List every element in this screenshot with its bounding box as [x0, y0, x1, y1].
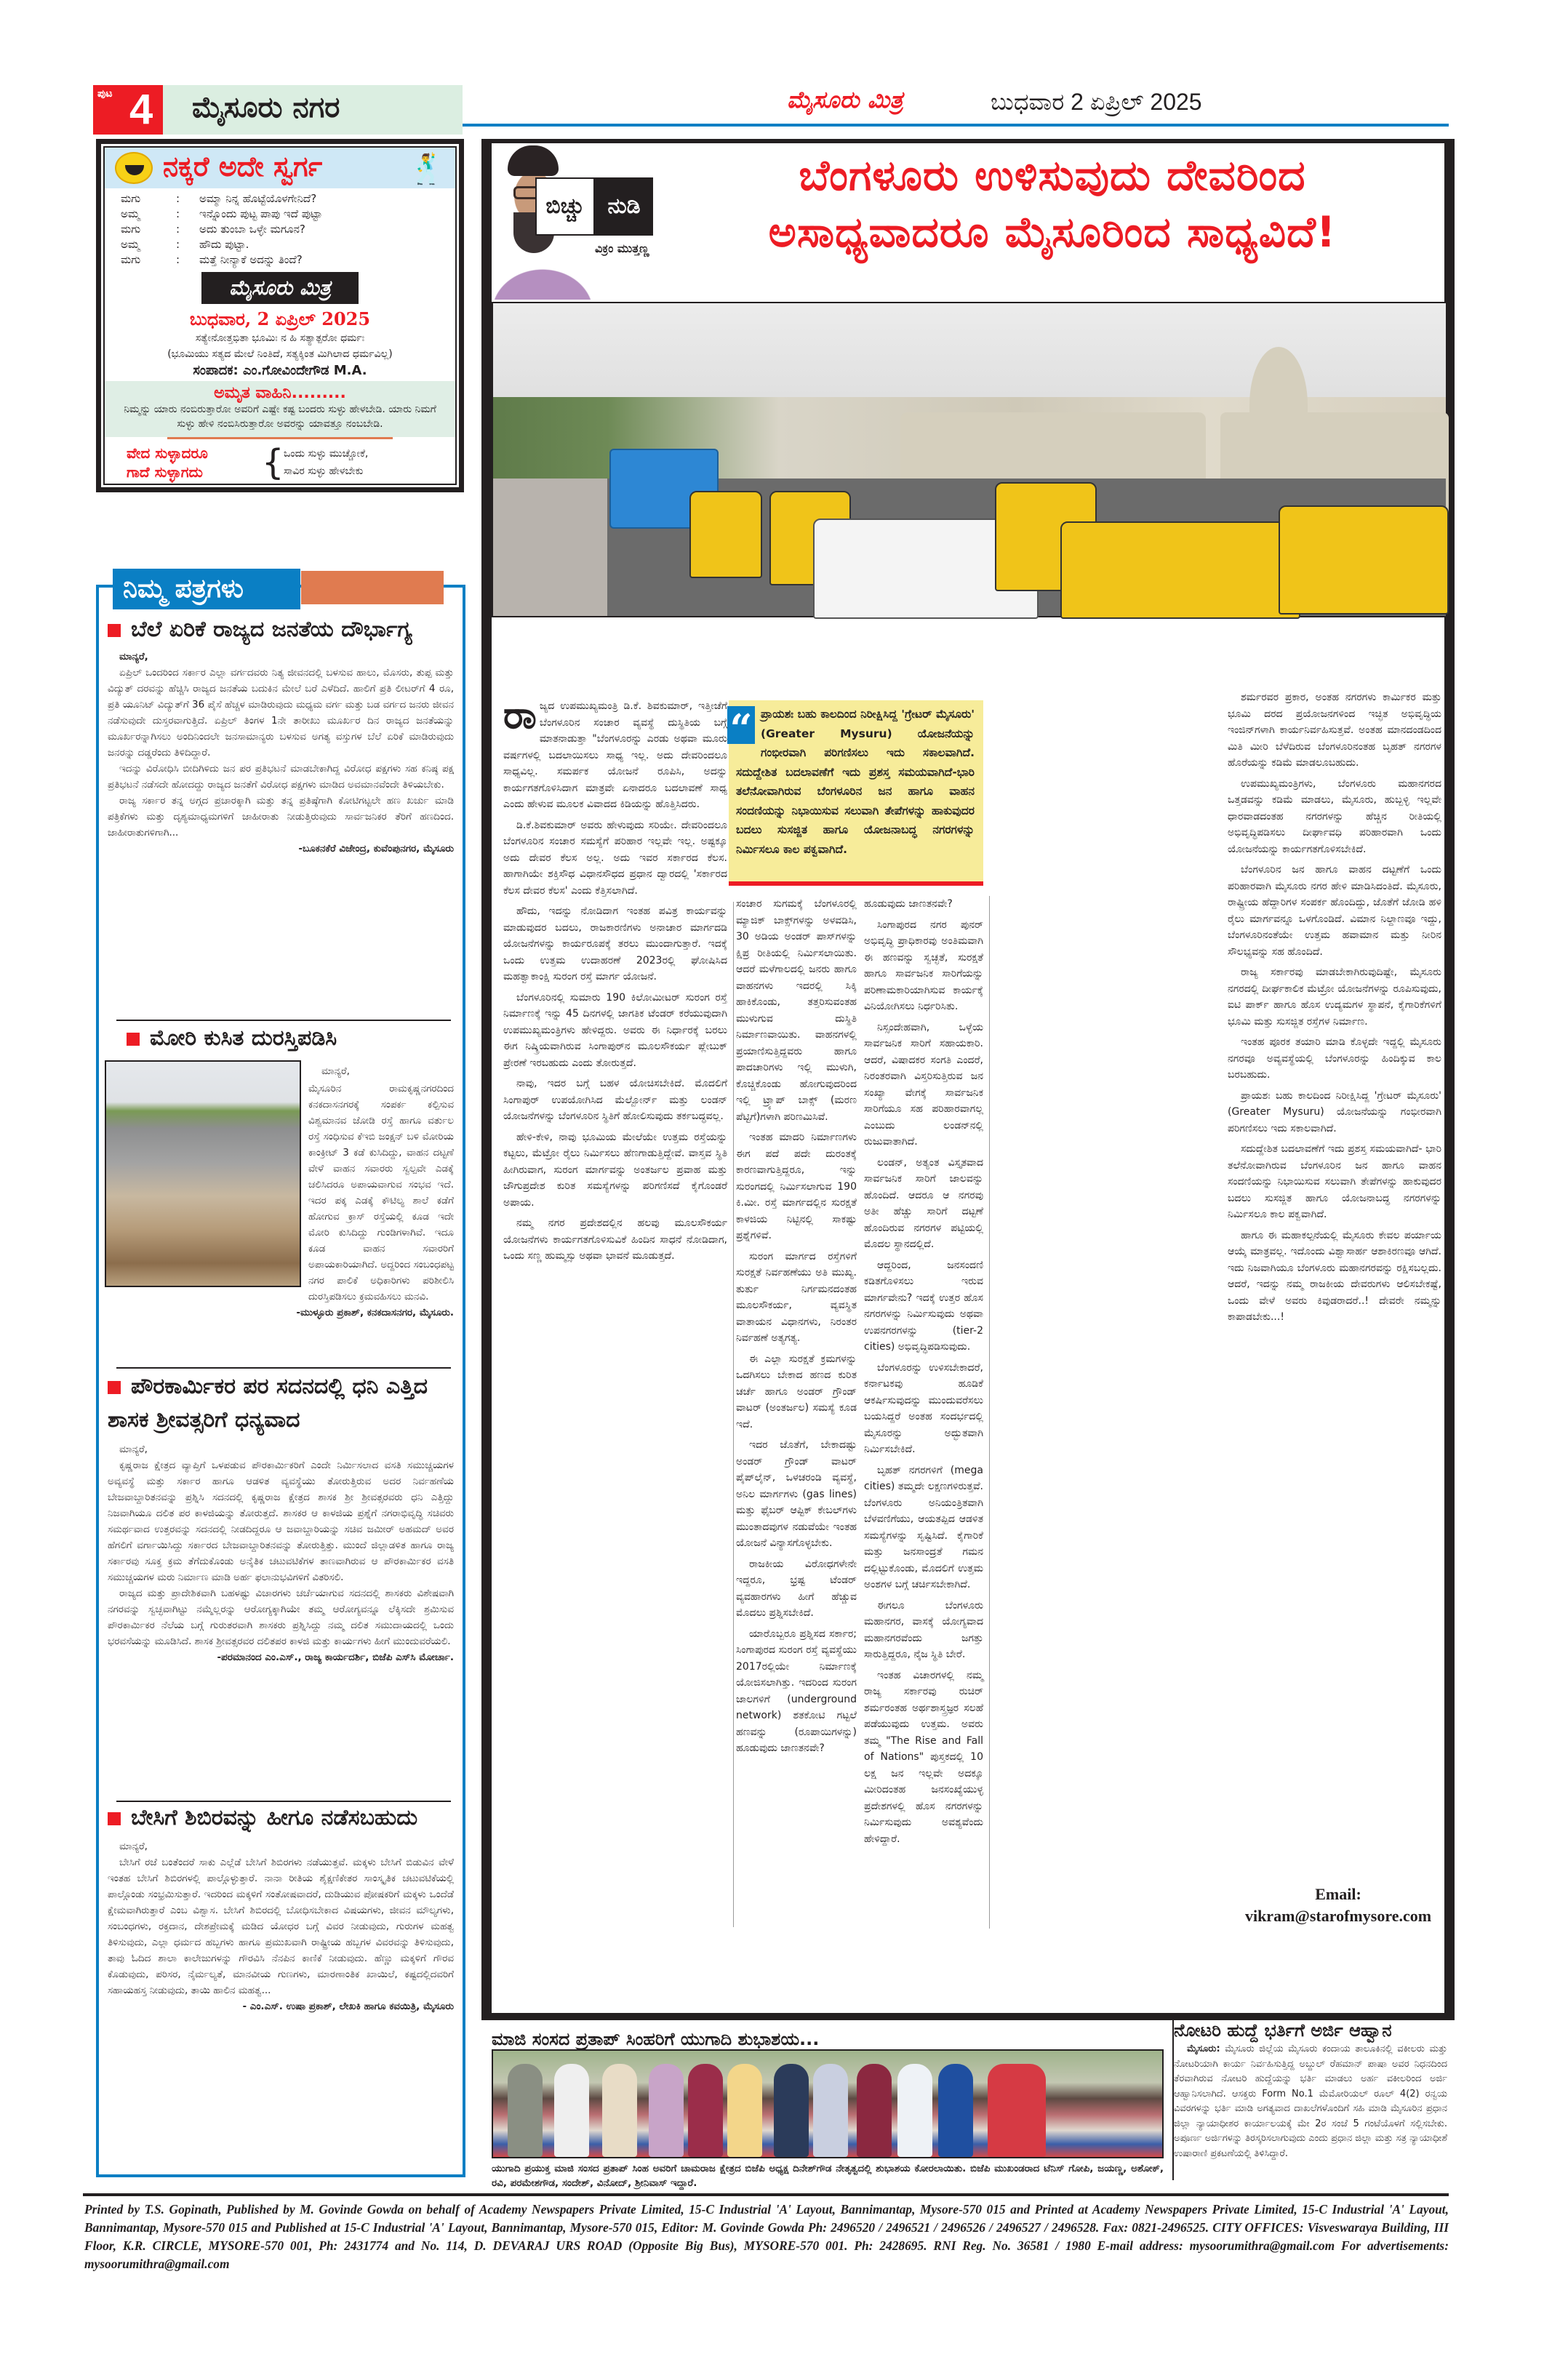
edition-date: ಬುಧವಾರ, 2 ಏಪ್ರಿಲ್ 2025	[189, 308, 371, 329]
laughing-face-icon	[115, 152, 153, 184]
imprint-rule	[83, 2193, 1449, 2196]
dancing-figure-icon: 🕺	[409, 153, 445, 186]
joke-dialogue	[105, 188, 455, 268]
letter-signature: -ಮುಳ್ಳೂರು ಪ್ರಕಾಶ್, ಕನಕದಾಸನಗರ, ಮೈಸೂರು.	[296, 1307, 454, 1318]
joke-header	[105, 148, 455, 188]
notary-notice	[1174, 2019, 1447, 2161]
group-photo	[492, 2049, 1164, 2158]
column-text-col4: ಶರ್ಮರವರ ಪ್ರಕಾರ, ಅಂತಹ ನಗರಗಳು ಕಾರ್ಮಿಕರ ಮತ್ತು ಭೂಮಿ ದರದ ಪ್ರಯೋಜನಗಳಿಂದ ಇಚ್ಛಿತ ಅಭಿವೃದ್ಧಿಯ ಇಂಜಿನ್‌ಗಳಾಗಿ ಕಾರ್ಯನಿರ್ವಹಿಸುತ್ತವೆ. ಅಂತಹ ಮಾನದಂಡದಿಂದ ಮಿತಿ ಮೀರಿ ಬೆಳೆದಿರುವ ಬೆಂಗಳೂರಿನಂತಹ ಬೃಹತ್ ನಗರಗಳ ಹೊರೆಯನ್ನು ಕಡಿಮೆ ಮಾಡಲೂಬಹುದು. ಉಪಮುಖ್ಯಮಂತ್ರಿಗಳು, ಬೆಂಗಳೂರು ಮಹಾನಗರದ ಒತ್ತಡವನ್ನು ಕಡಿಮೆ ಮಾಡಲು, ಮೈಸೂರು, ಹುಬ್ಬಳ್ಳಿ ಇಲ್ಲವೇ ಧಾರವಾಡದಂತಹ ನಗರಗಳನ್ನು ಹೆಚ್ಚಿನ ರೀತಿಯಲ್ಲಿ ಅಭಿವೃದ್ಧಿಪಡಿಸಲು ದೀರ್ಘಾವಧಿ ಪರಿಹಾರವಾಗಿ ಒಂದು ಯೋಜನೆಯನ್ನು ಕಾರ್ಯಗತಗೊಳಿಸಬೇಕಿದೆ. ಬೆಂಗಳೂರಿನ ಜನ ಹಾಗೂ ವಾಹನ ದಟ್ಟಣೆಗೆ ಒಂದು ಪರಿಹಾರವಾಗಿ ಮೈಸೂರು ನಗರ ಹೇಳಿ ಮಾಡಿಸಿದಂತಿದೆ. ಮೈಸೂರು, ರಾಷ್ಟ್ರೀಯ ಹೆದ್ದಾರಿಗಳ ಸಂಪರ್ಕ ಹೊಂದಿದ್ದು, ಜೊತೆಗೆ ಜೋಡಿ ಹಳಿ ರೈಲು ಮಾರ್ಗವನ್ನೂ ಒಳಗೊಂಡಿದೆ. ವಿಮಾನ ನಿಲ್ದಾಣವೂ ಇದ್ದು, ಬೆಂಗಳೂರಿನಂತೆಯೇ ಉತ್ತಮ ಹವಾಮಾನ ಮತ್ತು ನೀರಿನ ಸೌಲಭ್ಯವನ್ನು ಸಹ ಹೊಂದಿದೆ. ರಾಜ್ಯ ಸರ್ಕಾರವು ಮಾಡಬೇಕಾಗಿರುವುದಿಷ್ಟೇ, ಮೈಸೂರು ನಗರದಲ್ಲಿ ದೀರ್ಘಕಾಲಿಕ ಮೆಟ್ರೋ ಯೋಜನೆಗಳನ್ನು ರೂಪಿಸುವುದು, ಐಟಿ ಪಾರ್ಕ್ ಹಾಗೂ ಹೊಸ ಉದ್ಯಮಗಳ ಸ್ಥಾಪನೆ, ಕೈಗಾರಿಕೆಗಳಿಗೆ ಭೂಮಿ ಮತ್ತು ಸುಸಜ್ಜಿತ ರಸ್ತೆಗಳ ನಿರ್ಮಾಣ. ಇಂತಹ ಪೂರಕ ತಯಾರಿ ಮಾಡಿ ಕೊಳ್ಳದೇ ಇದ್ದಲ್ಲಿ ಮೈಸೂರು ನಗರವೂ ಅವ್ಯವಸ್ಥೆಯಲ್ಲಿ ಬೆಂಗಳೂರನ್ನು ಹಿಂದಿಕ್ಕುವ ಕಾಲ ಬರಬಹುದು. ಪ್ರಾಯಶಃ ಬಹು ಕಾಲದಿಂದ ನಿರೀಕ್ಷಿಸಿದ್ದ 'ಗ್ರೇಟರ್ ಮೈಸೂರು' (Greater Mysuru) ಯೋಜನೆಯನ್ನು ಗಂಭೀರವಾಗಿ ಪರಿಗಣಿಸಲು ಇದು ಸಕಾಲವಾಗಿದೆ. ಸದುದ್ದೇಶಿತ ಬದಲಾವಣೆಗೆ ಇದು ಪ್ರಶಸ್ತ ಸಮಯವಾಗಿದೆ- ಭಾರಿ ತಲೆನೋವಾಗಿರುವ ಬೆಂಗಳೂರಿನ ಜನ ಹಾಗೂ ವಾಹನ ಸಂದಣಿಯನ್ನು ನಿಭಾಯಿಸುವ ಸಲುವಾಗಿ ತೇಪೆಗಳನ್ನು ಹಾಕುವುದರ ಬದಲು ಸುಸಜ್ಜಿತ ಹಾಗೂ ಯೋಜನಾಬದ್ಧ ನಗರಗಳನ್ನು ನಿರ್ಮಿಸಲೂ ಕಾಲ ಪಕ್ವವಾಗಿದೆ. ಹಾಗೂ ಈ ಮಹಾಕಲ್ಪನೆಯಲ್ಲಿ ಮೈಸೂರು ಕೇವಲ ಪರ್ಯಾಯ ಆಯ್ಕೆ ಮಾತ್ರವಲ್ಲ. ಇದೊಂದು ವಿಶ್ವಾಸಾರ್ಹ ಆಶಾಕಿರಣವೂ ಆಗಿದೆ. ಇದು ನಿಜವಾಗಿಯೂ ಬೆಂಗಳೂರು ಮಹಾನಗರವನ್ನು ರಕ್ಷಿಸಬಲ್ಲದು. ಆದರೆ, ಇದನ್ನು ನಮ್ಮ ರಾಜಕೀಯ ದೇವರುಗಳು ಆಲಿಸಬೇಕಷ್ಟೆ, ಒಂದು ವೇಳೆ ಅವರು ಕಿವುಡರಾದರೆ..! ದೇವರೇ ನಮ್ಮನ್ನು ಕಾಪಾಡಬೇಕು...!	[1228, 692, 1441, 1323]
joke-line: ಮಗು : ಮತ್ತೆ ನೀನ್ಯಾಕೆ ಅದನ್ನು ತಿಂದೆ?	[121, 253, 303, 266]
amrutha-title: ಅಮೃತ ವಾಹಿನಿ.........	[214, 384, 346, 402]
letters-section-title: ನಿಮ್ಮ ಪತ್ರಗಳು	[113, 569, 300, 609]
section-title-bar	[163, 85, 463, 135]
letter-body: ಮಾನ್ಯರೆ,	[321, 1065, 350, 1077]
email-link[interactable]: vikram@starofmysore.com	[1244, 1907, 1432, 1925]
letter-signature: -ಬೂಕನಕೆರೆ ವಿಜೇಂದ್ರ, ಕುವೆಂಪುನಗರ, ಮೈಸೂರು	[298, 843, 454, 854]
notary-headline: ನೋಟರಿ ಹುದ್ದೆ ಭರ್ತಿಗೆ ಅರ್ಜಿ ಆಹ್ವಾನ	[1174, 2020, 1392, 2041]
divider	[116, 1020, 451, 1021]
pull-quote: “ ಪ್ರಾಯಶಃ ಬಹು ಕಾಲದಿಂದ ನಿರೀಕ್ಷಿಸಿದ್ದ 'ಗ್ರೇಟರ್ ಮೈಸೂರು' (Greater Mysuru) ಯೋಜನೆಯನ್ನು ಗಂಭೀರವಾಗಿ ಪರಿಗಣಿಸಲು ಇದು ಸಕಾಲವಾಗಿದೆ. ಸದುದ್ದೇಶಿತ ಬದಲಾವಣೆಗೆ ಇದು ಪ್ರಶಸ್ತ ಸಮಯವಾಗಿದೆ-ಭಾರಿ ತಲೆನೋವಾಗಿರುವ ಬೆಂಗಳೂರಿನ ಜನ ಹಾಗೂ ವಾಹನ ಸಂದಣಿಯನ್ನು ನಿಭಾಯಿಸುವ ಸಲುವಾಗಿ ತೇಪೆಗಳನ್ನು ಹಾಕುವುದರ ಬದಲು ಸುಸಜ್ಜಿತ ಹಾಗೂ ಯೋಜನಾಬದ್ಧ ನಗರಗಳನ್ನು ನಿರ್ಮಿಸಲೂ ಕಾಲ ಪಕ್ವವಾಗಿದೆ.	[729, 700, 983, 886]
amrutha-text: ನಿಮ್ಮನ್ನು ಯಾರು ನಂಬಿರುತ್ತಾರೋ ಅವರಿಗೆ ಎಷ್ಟೇ ಕಷ್ಟ ಬಂದರು ಸುಳ್ಳು ಹೇಳಬೇಡಿ. ಯಾರು ನಿಮಗೆ ಸುಳ್ಳು ಹೇಳಿ ನಂಬಿಸಿರುತ್ತಾರೋ ಅವರನ್ನು ಯಾವತ್ತೂ ನಂಬಬೇಡಿ.	[124, 404, 436, 430]
page-label: ಪುಟ	[97, 88, 113, 100]
photo-caption: ಯುಗಾದಿ ಪ್ರಯುಕ್ತ ಮಾಜಿ ಸಂಸದ ಪ್ರತಾಪ್ ಸಿಂಹ ಅವರಿಗೆ ಚಾಮರಾಜ ಕ್ಷೇತ್ರದ ಬಿಜೆಪಿ ಅಧ್ಯಕ್ಷ ದಿನೇಶ್‌ಗೌಡ ನೇತೃತ್ವದಲ್ಲಿ ಶುಭಾಶಯ ಕೋರಲಾಯಿತು. ಬಿಜೆಪಿ ಮುಖಂಡರಾದ ಟೆನಿಸ್ ಗೋಪಿ, ಜಯಣ್ಣ, ಅಶೋಕ್, ರವಿ, ಪರಮೇಶಗೌಡ, ಸಂದೇಶ್, ವಿನೋದ್, ಶ್ರೀನಿವಾಸ್ ಇದ್ದಾರೆ.	[492, 2163, 1164, 2189]
joke-line: ಮಗು : ಅದು ತುಂಬಾ ಒಳ್ಳೇ ಮಗೂನ?	[121, 223, 305, 236]
imprint-line: Printed by T.S. Gopinath, Published by M. Govinde Gowda on behalf of Academy Newspapers Private Limited, 15-C Industrial 'A' Layout, Bannimantap, Mysore-570 015 and Printed at Academy Newspapers Private Limited, 15-C Industrial 'A' Layout, Bannimantap, Mysore-570 015 and Published at 15-C Industrial 'A' Layout, Bannimantap, Mysore-570 015, Editor: M. Govinde Gowda Ph: 2496520 / 2496521 / 2496526 / 2496527 / 2496528. Fax: 0821-2496525. CITY OFFICES: Visveswaraya Building, III Floor, K.R. CIRCLE, MYSORE-570 001, Ph: 2431774 and No. 114, D. DEVARAJ URS ROAD (Opposite Big Bus), MYSORE-570 001. Ph: 2428695. RNI Reg. No. 36581 / 1980 E-mail address: mysoorumithra@gmail.com For advertisements: mysoorumithra@gmail.com	[84, 2202, 1449, 2271]
masthead-rule	[463, 124, 1449, 127]
column-headline: ಬೆಂಗಳೂರು ಉಳಿಸುವುದು ದೇವರಿಂದ ಅಸಾಧ್ಯವಾದರೂ ಮೈಸೂರಿಂದ ಸಾಧ್ಯವಿದೆ!	[768, 151, 1337, 257]
letter-title: ಮೋರಿ ಕುಸಿತ ದುರಸ್ತಿಪಡಿಸಿ	[108, 1024, 457, 1053]
mitra-logo: ಮೈಸೂರು ಮಿತ್ರ	[201, 272, 359, 304]
column-text-col3: ಹೂಡುವುದು ಜಾಣತನವೇ? ಸಿಂಗಾಪುರದ ನಗರ ಪುನರ್ ಅಭಿವೃದ್ಧಿ ಪ್ರಾಧಿಕಾರವು ಅಂತಿಮವಾಗಿ ಈ ಹಣವನ್ನು ಸ್ವಚ್ಛತೆ, ಸುರಕ್ಷತೆ ಹಾಗೂ ಸಾರ್ವಜನಿಕ ಸಾರಿಗೆಯನ್ನು ಪರಿಣಾಮಕಾರಿಯಾಗಿಸುವ ಕಾರ್ಯಕ್ಕೆ ವಿನಿಯೋಗಿಸಲು ನಿರ್ಧರಿಸಿತು. ನಿಸ್ಸಂದೇಹವಾಗಿ, ಒಳ್ಳೆಯ ಸಾರ್ವಜನಿಕ ಸಾರಿಗೆ ಸಹಾಯಕಾರಿ. ಆದರೆ, ವಿಷಾದಕರ ಸಂಗತಿ ಎಂದರೆ, ನಿರಂತರವಾಗಿ ವಿಸ್ತರಿಸುತ್ತಿರುವ ಜನ ಸಂಖ್ಯಾ ವೇಗಕ್ಕೆ ಸಾರ್ವಜನಿಕ ಸಾರಿಗೆಯೂ ಸಹ ಪರಿಹಾರವಾಗಲ್ಲ ಎಂಬುದು ಲಂಡನ್‌ನಲ್ಲಿ ರುಜುವಾತಾಗಿದೆ. ಲಂಡನ್, ಅತ್ಯಂತ ವಿಸ್ತೃತವಾದ ಸಾರ್ವಜನಿಕ ಸಾರಿಗೆ ಜಾಲವನ್ನು ಹೊಂದಿದೆ. ಆದರೂ ಆ ನಗರವು ಅತೀ ಹೆಚ್ಚು ಸಾರಿಗೆ ದಟ್ಟಣೆ ಹೊಂದಿರುವ ನಗರಗಳ ಪಟ್ಟಿಯಲ್ಲಿ ಮೊದಲ ಸ್ಥಾನದಲ್ಲಿದೆ. ಆದ್ದರಿಂದ, ಜನಸಂದಣಿ ಕಡಿತಗೊಳಿಸಲು ಇರುವ ಮಾರ್ಗವೇನು? ಇದಕ್ಕೆ ಉತ್ತರ ಹೊಸ ನಗರಗಳನ್ನು ನಿರ್ಮಿಸುವುದು ಅಥವಾ ಉಪನಗರಗಳನ್ನು (tier-2 cities) ಅಭಿವೃದ್ಧಿಪಡಿಸುವುದು. ಬೆಂಗಳೂರನ್ನು ಉಳಿಸಬೇಕಾದರೆ, ಕರ್ನಾಟಕವು ಹೂಡಿಕೆ ಆಕರ್ಷಿಸುವುದನ್ನು ಮುಂದುವರೆಸಲು ಬಯಸಿದ್ದರೆ ಅಂತಹ ಸಂದರ್ಭದಲ್ಲಿ ಮೈಸೂರನ್ನು ಅದ್ಭುತವಾಗಿ ನಿರ್ಮಿಸಬೇಕಿದೆ. ಬೃಹತ್ ನಗರಗಳಿಗೆ (mega cities) ತಮ್ಮದೇ ಲಕ್ಷಣಗಳಿರುತ್ತವೆ. ಬೆಂಗಳೂರು ಅನಿಯಂತ್ರಿತವಾಗಿ ಬೆಳವಣಿಗೆಯು, ಆಯತಪ್ಪಿದ ಆಡಳಿತ ಸಮಸ್ಯೆಗಳನ್ನು ಸೃಷ್ಟಿಸಿದೆ. ಕೈಗಾರಿಕೆ ಮತ್ತು ಜನಸಾಂದ್ರತೆ ಗಮನ ದಲ್ಲಿಟ್ಟುಕೊಂಡು, ಮೊದಲಿಗೆ ಉತ್ತಮ ಅಂಶಗಳ ಬಗ್ಗೆ ಚರ್ಚಿಸಬೇಕಾಗಿದೆ. ಈಗಲೂ ಬೆಂಗಳೂರು ಮಹಾನಗರ, ವಾಸಕ್ಕೆ ಯೋಗ್ಯವಾದ ಮಹಾನಗರವೆಂದು ಜಗತ್ತು ಸಾರುತ್ತಿದ್ದರೂ, ನೈಜ ಸ್ಥಿತಿ ಬೇರೆ. ಇಂತಹ ವಿಚಾರಗಳಲ್ಲಿ ನಮ್ಮ ರಾಜ್ಯ ಸರ್ಕಾರವು ರುಚಿರ್ ಶರ್ಮರಂತಹ ಅರ್ಥಶಾಸ್ತ್ರಜ್ಞರ ಸಲಹೆ ಪಡೆಯುವುದು ಉತ್ತಮ. ಅವರು ತಮ್ಮ "The Rise and Fall of Nations" ಪುಸ್ತಕದಲ್ಲಿ 10 ಲಕ್ಷ ಜನ ಇಲ್ಲವೇ ಅದಕ್ಕೂ ಮೀರಿದಂತಹ ಜನಸಂಖ್ಯೆಯುಳ್ಳ ಪ್ರದೇಶಗಳಲ್ಲಿ ಹೊಸ ನಗರಗಳನ್ನು ನಿರ್ಮಿಸುವುದು ಅವಶ್ಯವೆಂದು ಹೇಳಿದ್ದಾರೆ.	[864, 898, 983, 1845]
column-tag-left: ಬಿಚ್ಚು	[535, 177, 595, 236]
amrutha-vahini	[105, 381, 455, 437]
issue-date: ಬುಧವಾರ 2 ಏಪ್ರಿಲ್ 2025	[991, 89, 1202, 115]
joke-editorial-box	[96, 139, 464, 492]
motto-sanskrit: ಸತ್ಯೇನೋತ್ತಭಿತಾ ಭೂಮಿಃ ನ ಹಿ ಸತ್ಯಾತ್ಪರೋ ಧರ್ಮಃ	[195, 332, 365, 344]
newspaper-brand: ಮೈಸೂರು ಮಿತ್ರ	[787, 86, 903, 113]
quote-mark-icon: “	[727, 706, 755, 744]
letter-title: ಬೇಸಿಗೆ ಶಿಬಿರವನ್ನು ಹೀಗೂ ನಡೆಸಬಹುದು	[108, 1803, 457, 1833]
column-text-col2: ಸಂಚಾರ ಸುಗಮಕ್ಕೆ ಬೆಂಗಳೂರಲ್ಲಿ ಮ್ಯಾಜಿಕ್ ಬಾಕ್ಸ್‌ಗಳನ್ನು ಅಳವಡಿಸಿ, 30 ಅಡಿಯ ಅಂಡರ್ ಪಾಸ್‌ಗಳನ್ನು ಕ್ಷಿಪ್ರ ರೀತಿಯಲ್ಲಿ ನಿರ್ಮಿಸಲಾಯಿತು. ಆದರೆ ಮಳೆಗಾಲದಲ್ಲಿ ಜನರು ಹಾಗೂ ವಾಹನಗಳು ಇದರಲ್ಲಿ ಸಿಕ್ಕಿ ಹಾಕಿಕೊಂಡು, ತತ್ತರಿಸುವಂತಹ ಮುಳುಗುವ ದುಸ್ಥಿತಿ ನಿರ್ಮಾಣವಾಯಿತು. ವಾಹನಗಳಲ್ಲಿ ಪ್ರಯಾಣಿಸುತ್ತಿದ್ದವರು ಹಾಗೂ ಪಾದಚಾರಿಗಳು ಇಲ್ಲಿ ಮುಳುಗಿ, ಕೊಚ್ಚಿಕೊಂಡು ಹೋಗುವುದರಿಂದ ಇಲ್ಲಿ ಟ್ರ್ಯಾಪ್ ಬಾಕ್ಸ್ (ಮರಣ ಪೆಟ್ಟಿಗೆ)ಗಳಾಗಿ ಪರಿಣಮಿಸಿವೆ. ಇಂತಹ ಮಾದರಿ ನಿರ್ಮಾಣಗಳು ಈಗ ಪದೆ ಪದೇ ದುರಂತಕ್ಕೆ ಕಾರಣವಾಗುತ್ತಿದ್ದರೂ, ಇನ್ನು ಸುರಂಗದಲ್ಲಿ ನಿರ್ಮಿಸಲಾಗುವ 190 ಕಿ.ಮೀ. ರಸ್ತೆ ಮಾರ್ಗದಲ್ಲಿನ ಸುರಕ್ಷತೆ ಕಾಳಜಿಯ ನಿಟ್ಟಿನಲ್ಲಿ ಸಾಕಷ್ಟು ಪ್ರಶ್ನೆಗಳಿವೆ. ಸುರಂಗ ಮಾರ್ಗದ ರಸ್ತೆಗಳಿಗೆ ಸುರಕ್ಷತೆ ನಿರ್ವಹಣೆಯು ಅತಿ ಮುಖ್ಯ. ತುರ್ತು ನಿರ್ಗಮನದಂತಹ ಮೂಲಸೌಕರ್ಯ, ವ್ಯವಸ್ಥಿತ ವಾತಾಯನ ವಿಧಾನಗಳು, ನಿರಂತರ ನಿರ್ವಹಣೆ ಅತ್ಯಗತ್ಯ. ಈ ಎಲ್ಲಾ ಸುರಕ್ಷತೆ ಕ್ರಮಗಳನ್ನು ಒದಗಿಸಲು ಬೇಕಾದ ಹಣದ ಕುರಿತ ಚರ್ಚೆ ಹಾಗೂ ಅಂಡರ್ ಗ್ರೌಂಡ್ ವಾಟರ್ (ಅಂತರ್ಜಲ) ಸಮಸ್ಯೆ ಕೂಡ ಇದೆ. ಇದರ ಜೊತೆಗೆ, ಬೇಕಾದಷ್ಟು ಅಂಡರ್ ಗ್ರೌಂಡ್ ವಾಟರ್ ಪೈಪ್‌ಲೈನ್, ಒಳಚರಂಡಿ ವ್ಯವಸ್ಥೆ, ಅನಿಲ ಮಾರ್ಗಗಳು (gas lines) ಮತ್ತು ಫೈಬರ್ ಆಪ್ಟಿಕ್ ಕೇಬಲ್‌ಗಳು ಮುಂತಾದವುಗಳ ನಡುವೆಯೇ ಇಂತಹ ಯೋಜನೆ ವಿನ್ಯಾಸಗೊಳ್ಳಬೇಕು. ರಾಜಕೀಯ ವಿರೋಧಗಳೇನೇ ಇದ್ದರೂ, ಭ್ರಷ್ಟ ಟೆಂಡರ್ ವ್ಯವಹಾರಗಳು ಹೀಗೆ ಹೆಚ್ಚುವ ಮೊದಲು ಪ್ರಶ್ನಿಸಬೇಕಿದೆ. ಯಾರೊಬ್ಬರೂ ಪ್ರಶ್ನಿಸದ ಸರ್ಕಾರ; ಸಿಂಗಾಪುರದ ಸುರಂಗ ರಸ್ತೆ ವ್ಯವಸ್ಥೆಯು 2017ರಲ್ಲಿಯೇ ನಿರ್ಮಾಣಕ್ಕೆ ಯೋಜಿಸಲಾಗಿತ್ತು. ಇದರಿಂದ ಸುರಂಗ ಜಾಲಗಳಿಗೆ (underground network) ಶತಕೋಟಿ ಗಟ್ಟಲೆ ಹಣವನ್ನು (ರೂಪಾಯಿಗಳನ್ನು) ಹೂಡುವುದು ಜಾಣತನವೇ?	[736, 898, 857, 1754]
column-text-col1: ರಾಜ್ಯದ ಉಪಮುಖ್ಯಮಂತ್ರಿ ಡಿ.ಕೆ. ಶಿವಕುಮಾರ್, ಇತ್ತೀಚೆಗೆ ಬೆಂಗಳೂರಿನ ಸಂಚಾರ ವ್ಯವಸ್ಥೆ ದುಸ್ಥಿತಿಯ ಬಗ್ಗೆ ಮಾತನಾಡುತ್ತಾ "ಬೆಂಗಳೂರನ್ನು ಎರಡು ಅಥವಾ ಮೂರು ವರ್ಷಗಳಲ್ಲಿ ಬದಲಾಯಿಸಲು ಸಾಧ್ಯ ಇಲ್ಲ. ಅದು ದೇವರಿಂದಲೂ ಸಾಧ್ಯವಿಲ್ಲ. ಸಮರ್ಪಕ ಯೋಜನೆ ರೂಪಿಸಿ, ಅದನ್ನು ಕಾರ್ಯಗತಗೊಳಿಸಿದಾಗ ಮಾತ್ರವೇ ಏನಾದರೂ ಬದಲಾವಣೆ ಸಾಧ್ಯ ಎಂದು ಹೇಳುವ ಮೂಲಕ ವಿವಾದದ ಕಿಡಿಯನ್ನು ಹೊತ್ತಿಸಿದರು. ಡಿ.ಕೆ.ಶಿವಕುಮಾರ್ ಅವರು ಹೇಳುವುದು ಸರಿಯೇ. ದೇವರಿಂದಲೂ ಬೆಂಗಳೂರಿನ ಸಂಚಾರ ಸಮಸ್ಯೆಗೆ ಪರಿಹಾರ ಇಲ್ಲವೇ ಇಲ್ಲ. ಅಷ್ಟಕ್ಕೂ ಅದು ದೇವರ ಕೆಲಸ ಅಲ್ಲ. ಅದು ಇವರ ಸರ್ಕಾರದ ಕೆಲಸ. ಹಾಗಾಗಿಯೇ ಶಕ್ತಿಸೌಧ ವಿಧಾನಸೌಧದ ಪ್ರಧಾನ ದ್ವಾರದಲ್ಲಿ 'ಸರ್ಕಾರದ ಕೆಲಸ ದೇವರ ಕೆಲಸ' ಎಂದು ಕೆತ್ತಿಸಲಾಗಿದೆ. ಹೌದು, ಇದನ್ನು ನೋಡಿದಾಗ ಇಂತಹ ಪವಿತ್ರ ಕಾರ್ಯವನ್ನು ಮಾಡುವುದರ ಬದಲು, ರಾಜಕಾರಣಿಗಳು ಅನಾಚಾರ ಮಾರ್ಗದಡಿ ಯೋಜನೆಗಳನ್ನು ಕಾರ್ಯರೂಪಕ್ಕೆ ತರಲು ಮುಂದಾಗುತ್ತಾರೆ. ಇದಕ್ಕೆ ಒಂದು ಉತ್ತಮ ಉದಾಹರಣೆ 2023ರಲ್ಲಿ ಘೋಷಿಸಿದ ಮಹತ್ವಾಕಾಂಕ್ಷಿ ಸುರಂಗ ರಸ್ತೆ ಮಾರ್ಗ ಯೋಜನೆ. ಬೆಂಗಳೂರಿನಲ್ಲಿ ಸುಮಾರು 190 ಕಿಲೋಮೀಟರ್ ಸುರಂಗ ರಸ್ತೆ ನಿರ್ಮಾಣಕ್ಕೆ ಇನ್ನು 45 ದಿನಗಳಲ್ಲಿ ಜಾಗತಿಕ ಟೆಂಡರ್ ಕರೆಯುವುದಾಗಿ ಉಪಮುಖ್ಯಮಂತ್ರಿಗಳು ಹೇಳಿದ್ದರು. ಅವರು ಈ ನಿರ್ಧಾರಕ್ಕೆ ಬರಲು ಈಗ ನಿಷ್ಕ್ರಿಯವಾಗಿರುವ ಸಿಂಗಾಪುರ್‌ನ ಮೂಲಸೌಕರ್ಯ ಪ್ಲೇಬುಕ್ ಪ್ರೇರಣೆ ಇರಬಹುದು ಎಂದು ತೋರುತ್ತದೆ. ನಾವು, ಇದರ ಬಗ್ಗೆ ಬಹಳ ಯೋಚಿಸಬೇಕಿದೆ. ಮೊದಲಿಗೆ ಸಿಂಗಾಪುರ್ ಉಪಯೋಗಿಸಿದ ಮೆಲ್ಬೋರ್ನ್ ಮತ್ತು ಲಂಡನ್ ಯೋಜನೆಗಳನ್ನು ಬೆಂಗಳೂರಿನ ಸ್ಥಿತಿಗೆ ಹೋಲಿಸುವುದು ತರ್ಕಬದ್ಧವಲ್ಲ. ಹೇಳಿ-ಕೇಳಿ, ನಾವು ಭೂಮಿಯ ಮೇಲೆಯೇ ಉತ್ತಮ ರಸ್ತೆಯನ್ನು ಕಟ್ಟಲು, ಮೆಟ್ರೋ ರೈಲು ನಿರ್ಮಿಸಲು ಹೆಣಗಾಡುತ್ತಿದ್ದೇವೆ. ವಾಸ್ತವ ಸ್ಥಿತಿ ಹೀಗಿರುವಾಗ, ಸುರಂಗ ಮಾರ್ಗವನ್ನು ಅಂತರ್ಜಲ ಪ್ರವಾಹ ಮತ್ತು ಜೌಗುಪ್ರದೇಶ ಕುರಿತ ಸಮಸ್ಯೆಗಳನ್ನು ಪರಿಗಣಿಸದೆ ಕೈಗೊಂಡರೆ ಅಪಾಯ. ನಮ್ಮ ನಗರ ಪ್ರದೇಶದಲ್ಲಿನ ಹಲವು ಮೂಲಸೌಕರ್ಯ ಯೋಜನೆಗಳು ಕಾರ್ಯಗತಗೊಳಿಸುವಿಕೆ ಹಿಂದಿನ ಸಾಧನೆ ನೋಡಿದಾಗ, ಒಂದು ಸಣ್ಣ ಹುಮ್ಮಸ್ಸು ಅಥವಾ ಭಾವನೆ ಮೂಡುತ್ತದೆ.	[503, 694, 727, 1262]
letter-body: ಮಾನ್ಯರೆ, ಕೃಷ್ಣರಾಜ ಕ್ಷೇತ್ರದ ವ್ಯಾಪ್ತಿಗೆ ಒಳಪಡುವ ಪೌರಕಾರ್ಮಿಕರಿಗೆ ಎಂದೇ ನಿರ್ಮಿಸಲಾದ ವಸತಿ ಸಮುಚ್ಚಯಗಳ ಅವ್ಯವಸ್ಥೆ ಮತ್ತು ಸರ್ಕಾರ ಹಾಗೂ ಆಡಳಿತ ವ್ಯವಸ್ಥೆಯು ತೋರುತ್ತಿರುವ ಅದರ ನಿರ್ವಹಣೆಯ ಬೇಜವಾಬ್ದಾರಿತನವನ್ನು ಪ್ರಶ್ನಿಸಿ ಸದನದಲ್ಲಿ ಕೃಷ್ಣರಾಜ ಕ್ಷೇತ್ರದ ಶಾಸಕ ಶ್ರೀ ಶ್ರೀವತ್ಸರವರು ಧನಿ ಎತ್ತಿದ್ದು ನಿಜವಾಗಿಯೂ ದಲಿತ ಪರ ಕಾಳಜಿಯನ್ನು ತೋರುತ್ತದೆ. ಶಾಸಕರ ಆ ಕಾಳಜಿಯ ಪ್ರಶ್ನೆಗೆ ನಗರಾಭಿವೃದ್ಧಿ ಸಚಿವರು ಸಮರ್ಥವಾದ ಉತ್ತರವನ್ನು ಸದನದಲ್ಲಿ ನೀಡದಿದ್ದರೂ ಆ ಜವಾಬ್ದಾರಿಯನ್ನು ಸಚಿವ ಜಮೀರ್ ಅಹಮದ್ ಅವರ ಹೆಗಲಿಗೆ ವರ್ಗಾಯಿಸಿದ್ದು ಸರ್ಕಾರದ ಬೇಜವಾಬ್ದಾರಿತನವನ್ನು ತೋರುತ್ತಿತ್ತು. ಮುಂದೆ ಜಿಲ್ಲಾಡಳಿತ ಹಾಗೂ ರಾಜ್ಯ ಸರ್ಕಾರವು ಸೂಕ್ತ ಕ್ರಮ ತೆಗೆದುಕೊಂಡು ಅನೈತಿಕ ಚಟುವಟಿಕೆಗಳ ತಾಣವಾಗಿರುವ ಆ ಪೌರಕಾರ್ಮಿಕರ ವಸತಿ ಸಮುಚ್ಚಯಗಳ ಮರು ನಿರ್ಮಾಣ ಮಾಡಿ ಅರ್ಹ ಫಲಾನುಭವಿಗಳಿಗೆ ವಿತರಿಸಲಿ. ರಾಜ್ಯದ ಮತ್ತು ಪ್ರಾದೇಶಿಕವಾಗಿ ಬಹಳಷ್ಟು ವಿಚಾರಗಳು ಚರ್ಚೆಯಾಗುವ ಸದನದಲ್ಲಿ ಶಾಸಕರು ವಿಶೇಷವಾಗಿ ನಗರವನ್ನು ಸ್ವಚ್ಛವಾಗಿಟ್ಟು ನಮ್ಮೆಲ್ಲರನ್ನು ಆರೋಗ್ಯಕ್ಕಾಗಿಯೇ ತಮ್ಮ ಆರೋಗ್ಯವನ್ನೂ ಲೆಕ್ಕಿಸದೇ ಶ್ರಮಿಸುವ ಪೌರಕಾರ್ಮಿಕರ ನೆಲೆಯ ಬಗ್ಗೆ ಗುರುತರವಾಗಿ ಶಾಸಕರು ಪ್ರಶ್ನಿಸಿದ್ದು ನಮ್ಮ ದಲಿತ ಸಮುದಾಯದಲ್ಲಿ ಒಂದು ಭರವಸೆಯನ್ನು ಮೂಡಿಸಿದೆ. ಶಾಸಕ ಶ್ರೀವತ್ಸರವರ ದಲಿತಪರ ಕಾಳಜಿ ಮತ್ತು ಕಾರ್ಯಗಳು ಹೀಗೆ ಮುಂದುವರೆಯಲಿ. -ಪರಮಾನಂದ ಎಂ.ಎಸ್., ರಾಜ್ಯ ಕಾರ್ಯದರ್ಶಿ, ಬಿಜೆಪಿ ಎಸ್‌ಸಿ ಮೋರ್ಚಾ.	[108, 1441, 454, 1665]
letter-signature: -ಪರಮಾನಂದ ಎಂ.ಎಸ್., ರಾಜ್ಯ ಕಾರ್ಯದರ್ಶಿ, ಬಿಜೆಪಿ ಎಸ್‌ಸಿ ಮೋರ್ಚಾ.	[217, 1652, 454, 1663]
dropcap: ರಾ	[503, 694, 537, 737]
page-number: 4	[129, 86, 153, 133]
letters-section-accent	[301, 571, 444, 604]
notary-body: ಮೈಸೂರು: ಮೈಸೂರು ಜಿಲ್ಲೆಯ ಮೈಸೂರು ಕಂದಾಯ ತಾಲೂಕಿನಲ್ಲಿ ವಕೀಲರು ಮತ್ತು ನೋಟರಿಯಾಗಿ ಕಾರ್ಯ ನಿರ್ವಹಿಸುತ್ತಿದ್ದ ಅಬ್ದುಲ್ ರೆಹಮಾನ್ ಪಾಷಾ ಅವರ ನಿಧನದಿಂದ ತೆರವಾಗಿರುವ ನೋಟರಿ ಹುದ್ದೆಯನ್ನು ಭರ್ತಿ ಮಾಡಲು ಅರ್ಹ ವಕೀಲರಿಂದ ಅರ್ಜಿ ಆಹ್ವಾನಿಸಲಾಗಿದೆ. ಆಸಕ್ತರು Form No.1 ಮೆಮೋರಿಯಲ್ ರೂಲ್ 4(2) ರನ್ವಯ ವಿವರಗಳನ್ನು ಭರ್ತಿ ಮಾಡಿ ಅಗತ್ಯವಾದ ದಾಖಲೆಗಳೊಂದಿಗೆ ಸಹಿ ಮಾಡಿ ಮೈಸೂರಿನ ಪ್ರಧಾನ ಜಿಲ್ಲಾ ನ್ಯಾಯಾಧೀಶರ ಕಾರ್ಯಾಲಯಕ್ಕೆ ಮೇ 2ರ ಸಂಜೆ 5 ಗಂಟೆಯೊಳಗೆ ಸಲ್ಲಿಸಬೇಕು. ಅಪೂರ್ಣ ಅರ್ಜಿಗಳನ್ನು ತಿರಸ್ಕರಿಸಲಾಗುವುದು ಎಂದು ಪ್ರಧಾನ ಜಿಲ್ಲಾ ಮತ್ತು ಸತ್ರ ನ್ಯಾಯಾಧೀಶೆ ಉಷಾರಾಣಿ ಪ್ರಕಟಣೆಯಲ್ಲಿ ತಿಳಿಸಿದ್ದಾರೆ.	[1174, 2043, 1447, 2159]
column-tag-right: ನುಡಿ	[595, 177, 653, 236]
photo-story-headline: ಮಾಜಿ ಸಂಸದ ಪ್ರತಾಪ್ ಸಿಂಹರಿಗೆ ಯುಗಾದಿ ಶುಭಾಶಯ...	[492, 2029, 820, 2049]
red-square-icon	[108, 624, 121, 637]
joke-line: ಅಮ್ಮ : ಇನ್ನೊಂದು ಪುಟ್ಟ ಪಾಪು ಇದೆ ಪುಟ್ಟಾ	[121, 207, 323, 220]
section-title: ಮೈಸೂರು ನಗರ	[192, 91, 340, 124]
column-divider	[733, 902, 734, 1927]
joke-line: ಅಮ್ಮ : ಹೌದು ಪುಟ್ಟಾ.	[121, 238, 249, 251]
column-author: ವಿಕ್ರಂ ಮುತ್ತಣ್ಣ	[595, 241, 649, 255]
brace-icon: {	[262, 442, 284, 483]
letter-body: ಮಾನ್ಯರೆ, ಏಪ್ರಿಲ್ ಒಂದರಿಂದ ಸರ್ಕಾರ ಎಲ್ಲಾ ವರ್ಗದವರು ನಿತ್ಯ ಜೀವನದಲ್ಲಿ ಬಳಸುವ ಹಾಲು, ಮೊಸರು, ತುಪ್ಪ ಮತ್ತು ವಿದ್ಯುತ್ ದರವನ್ನು ಹೆಚ್ಚಿಸಿ ರಾಜ್ಯದ ಜನತೆಯ ಬದುಕಿನ ಮೇಲೆ ಬರೆ ಎಳೆದಿದೆ. ಹಾಲಿಗೆ ಪ್ರತಿ ಲೀಟರ್‌ಗೆ 4 ರೂ, ಪ್ರತಿ ಯೂನಿಟ್ ವಿದ್ಯುತ್‌ಗೆ 36 ಪೈಸೆ ಹೆಚ್ಚಳ ಮಾಡಿರುವುದು ಮಧ್ಯಮ ವರ್ಗ ಮತ್ತು ಬಡ ವರ್ಗದ ಜನರು ಜೀವನ ನಡೆಸುವುದೇ ದುಸ್ತರವಾಗುತ್ತಿದೆ. ಏಪ್ರಿಲ್ ತಿಂಗಳ 1ನೇ ತಾರೀಖು ಮೂರ್ಖರ ದಿನ ರಾಜ್ಯದ ಜನತೆಯನ್ನು ಮೂರ್ಖರನ್ನಾಗಿಸಲು ಅಂದಿನಿಂದಲೇ ಜನಸಾಮಾನ್ಯರು ಬಳಸುವ ಅಗತ್ಯ ವಸ್ತುಗಳ ಬೆಲೆ ಏರಿಕೆ ಮಾಡಿರುವುದು ಜನರನ್ನು ದಡ್ಡರೆಂದು ತಿಳಿದಿದ್ದಾರೆ. ಇದನ್ನು ವಿರೋಧಿಸಿ ಬೀದಿಗಿಳಿದು ಜನ ಪರ ಪ್ರತಿಭಟನೆ ಮಾಡಬೇಕಾಗಿದ್ದ ವಿರೋಧ ಪಕ್ಷಗಳು ಸಹ ಕನಿಷ್ಠ ಪಕ್ಷ ಪ್ರತಿಭಟನೆ ನಡೆಸದೇ ಹೋದದ್ದು ರಾಜ್ಯದ ಜನತೆಗೆ ವಿರೋಧ ಪಕ್ಷಗಳು ಮಾಡಿದ ಅವಮಾನವೆಂದೇ ತಿಳಿಯಬೇಕು. ರಾಜ್ಯ ಸರ್ಕಾರ ತನ್ನ ಅಗ್ಗದ ಪ್ರಚಾರಕ್ಕಾಗಿ ಮತ್ತು ತನ್ನ ಪ್ರತಿಷ್ಠೆಗಾಗಿ ಕೋಟಿಗಟ್ಟಲೇ ಹಣ ಖರ್ಚು ಮಾಡಿ ಪತ್ರಿಕೆಗಳು ಮತ್ತು ದೃಶ್ಯಮಾಧ್ಯಮಗಳಿಗೆ ಜಾಹೀರಾತು ನೀಡುತ್ತಿರುವುದು ಸಾರ್ವಜನಿಕರ ತೆರಿಗೆ ಹಣದಿಂದ. ಜಾಹೀರಾತುಗಳಿಗಾಗಿ... -ಬೂಕನಕೆರೆ ವಿಜೇಂದ್ರ, ಕುವೆಂಪುನಗರ, ಮೈಸೂರು	[108, 649, 454, 857]
red-square-icon	[108, 1812, 121, 1825]
letter-signature: - ಎಂ.ಎಸ್. ಉಷಾ ಪ್ರಕಾಶ್, ಲೇಖಕಿ ಹಾಗೂ ಕವಯಿತ್ರಿ, ಮೈಸೂರು	[242, 2001, 454, 2012]
red-square-icon	[127, 1033, 140, 1046]
divider	[116, 1367, 451, 1369]
motto-translation: (ಭೂಮಿಯು ಸತ್ಯದ ಮೇಲೆ ನಿಂತಿದೆ, ಸತ್ಯಕ್ಕಿಂತ ಮಿಗಿಲಾದ ಧರ್ಮವಿಲ್ಲ)	[167, 348, 393, 360]
proverb: ವೇದ ಸುಳ್ಳಾದರೂ ಗಾದೆ ಸುಳ್ಳಾಗದು { ಒಂದು ಸುಳ್ಳು ಮುಚ್ಚೋಕೆ, ಸಾವಿರ ಸುಳ್ಳು ಹೇಳಬೇಕು	[127, 442, 369, 483]
joke-line: ಮಗು : ಅಮ್ಮಾ ನಿನ್ನ ಹೊಟ್ಟೆಯೊಳಗೇನಿದೆ?	[121, 192, 317, 205]
letter-body: ಮೈಸೂರಿನ ರಾಮಕೃಷ್ಣನಗರದಿಂದ ಕನಕದಾಸನಗರಕ್ಕೆ ಸಂಪರ್ಕ ಕಲ್ಪಿಸುವ ವಿಶ್ವಮಾನವ ಜೋಡಿ ರಸ್ತೆ ಹಾಗೂ ವರ್ತುಲ ರಸ್ತೆ ಸಂಧಿಸುವ ಕೆಇಬಿ ಜಂಕ್ಷನ್ ಬಳಿ ಮೋರಿಯ ಕಾಂಕ್ರೀಟ್ 3 ಕಡೆ ಕುಸಿದಿದ್ದು, ವಾಹನ ದಟ್ಟಣೆ ವೇಳೆ ವಾಹನ ಸವಾರರು ಸ್ವಲ್ಪವೇ ಎಡಕ್ಕೆ ಚಲಿಸಿದರೂ ಅಪಾಯವಾಗುವ ಸಂಭವ ಇದೆ. ಇದರ ಪಕ್ಕ ಎಡಕ್ಕೆ ಕೌಟಿಲ್ಯ ಶಾಲೆ ಕಡೆಗೆ ಹೋಗುವ ಕ್ರಾಸ್ ರಸ್ತೆಯಲ್ಲಿ ಕೂಡ ಇದೇ ಮೋರಿ ಕುಸಿದಿದ್ದು ಗುಂಡಿಗಳಾಗಿವೆ. ಇದೂ ಕೂಡ ವಾಹನ ಸವಾರರಿಗೆ ಅಪಾಯಕಾರಿಯಾಗಿದೆ. ಅದ್ದರಿಂದ ಸಂಬಂಧಪಟ್ಟ ನಗರ ಪಾಲಿಕೆ ಅಧಿಕಾರಿಗಳು ಪರಿಶೀಲಿಸಿ ದುರಸ್ತಿಪಡಿಸಲು ಕ್ರಮವಹಿಸಲು ಮನವಿ. -ಮುಳ್ಳೂರು ಪ್ರಕಾಶ್, ಕನಕದಾಸನಗರ, ಮೈಸೂರು.	[108, 1081, 454, 1321]
red-square-icon	[108, 1381, 121, 1394]
bengaluru-traffic-photo	[492, 302, 1447, 617]
page-number-badge	[93, 85, 163, 135]
column-divider	[989, 896, 990, 1929]
author-email: Email: vikram@starofmysore.com	[1229, 1883, 1447, 1927]
editor-credit: ಸಂಪಾದಕ: ಎಂ.ಗೋವಿಂದೇಗೌಡ M.A.	[193, 363, 367, 378]
joke-title: ನಕ್ಕರೆ ಅದೇ ಸ್ವರ್ಗ	[163, 151, 323, 183]
letter-title: ಬೆಲೆ ಏರಿಕೆ ರಾಜ್ಯದ ಜನತೆಯ ದೌರ್ಭಾಗ್ಯ	[108, 615, 457, 644]
divider	[116, 1801, 451, 1802]
letter-body: ಮಾನ್ಯರೆ, ಬೇಸಿಗೆ ರಜೆ ಬಂತೆಂದರೆ ಸಾಕು ಎಲ್ಲೆಡೆ ಬೇಸಿಗೆ ಶಿಬಿರಗಳು ನಡೆಯುತ್ತವೆ. ಮಕ್ಕಳು ಬೇಸಿಗೆ ಬಿಡುವಿನ ವೇಳೆ ಇಂತಹ ಬೇಸಿಗೆ ಶಿಬಿರಗಳಲ್ಲಿ ಪಾಲ್ಗೊಳ್ಳುತ್ತಾರೆ. ನಾನಾ ರೀತಿಯ ಶೈಕ್ಷಣಿಕೇತರ ಸಾಂಸ್ಕೃತಿಕ ಚಟುವಟಿಕೆಯಲ್ಲಿ ಪಾಲ್ಗೊಂಡು ಸಂಭ್ರಮಿಸುತ್ತಾರೆ. ಇದರಿಂದ ಮಕ್ಕಳಿಗೆ ಸಂತೋಷವಾದರೆ, ದುಡಿಯುವ ಪೋಷಕರಿಗೆ ಮಕ್ಕಳು ಒಂದೆಡೆ ಕ್ಷೇಮವಾಗಿರುತ್ತಾರೆ ಎಂಬ ವಿಶ್ವಾಸ. ಬೇಸಿಗೆ ಶಿಬಿರದಲ್ಲಿ ಬೋಧಿಸಬೇಕಾದ ವಿಷಯಗಳು, ಜೀವನ ಮೌಲ್ಯಗಳು, ಸಂಬಂಧಗಳು, ರಕ್ತದಾನ, ದೇಶಪ್ರೇಮಕ್ಕೆ ಮಡಿದ ಯೋಧರ ಬಗ್ಗೆ ವಿವರ ನೀಡುವುದು, ಗುರುಗಳ ಮಹತ್ವ ತಿಳಿಸುವುದು, ಎಲ್ಲಾ ಧರ್ಮದ ಹಬ್ಬಗಳು ಹಾಗೂ ಪ್ರಮುಖವಾಗಿ ರಾಷ್ಟ್ರೀಯ ಹಬ್ಬಗಳ ವಿವರವನ್ನು ತಿಳಿಸುವುದು, ತಾವು ಓದಿದ ಶಾಲಾ ಕಾಲೇಜುಗಳನ್ನು ಗೌರವಿಸಿ ನೆನಪಿನ ಕಾಣಿಕೆ ನೀಡುವುದು. ಹೆಣ್ಣು ಮಕ್ಕಳಿಗೆ ಗೌರವ ಕೊಡುವುದು, ಪರಿಸರ, ನೈರ್ಮಲ್ಯತೆ, ಮಾನವೀಯ ಗುಣಗಳು, ಮಾರಣಾಂತಿಕ ಖಾಯಿಲೆ, ಕಷ್ಟದಲ್ಲಿದವರಿಗೆ ಸಹಾಯಹಸ್ತ ನೀಡುವುದು, ತಾಯಿ ಹಾಲಿನ ಮಹತ್ವ... - ಎಂ.ಎಸ್. ಉಷಾ ಪ್ರಕಾಶ್, ಲೇಖಕಿ ಹಾಗೂ ಕವಯಿತ್ರಿ, ಮೈಸೂರು	[108, 1838, 454, 2014]
letter-title: ಪೌರಕಾರ್ಮಿಕರ ಪರ ಸದನದಲ್ಲಿ ಧನಿ ಎತ್ತಿದ ಶಾಸಕ ಶ್ರೀವತ್ಸರಿಗೆ ಧನ್ಯವಾದ	[108, 1374, 428, 1433]
